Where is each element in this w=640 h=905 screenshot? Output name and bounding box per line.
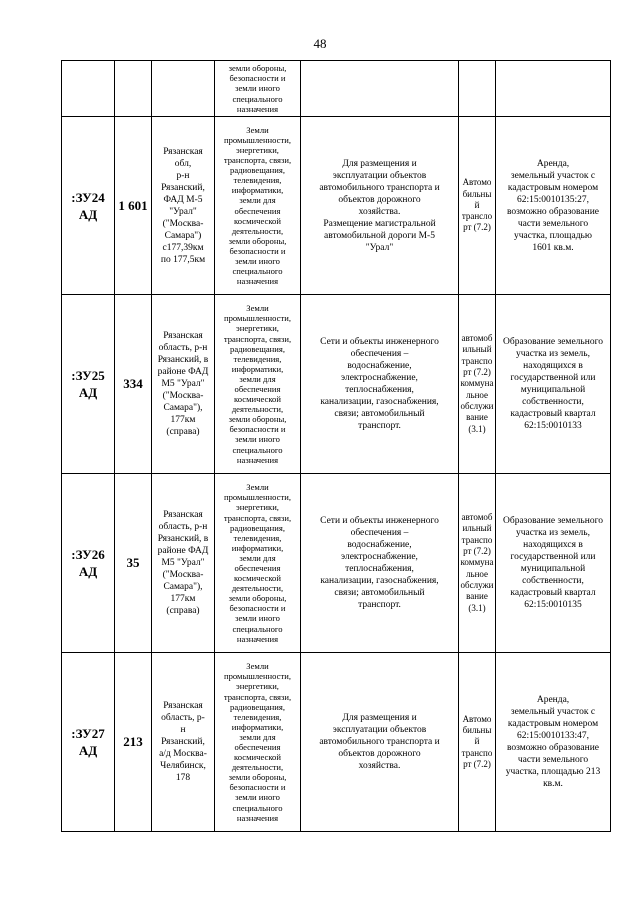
plot-id-cell — [62, 117, 115, 295]
plot-id: :ЗУ26 АД — [71, 547, 105, 579]
plot-area: 334 — [123, 376, 143, 391]
plot-use: Сети и объекты инженерного обеспечения – водоснабжение, электроснабжение, теплоснабжения, канализации, газоснабжения, связи; автомобильный транспорт. — [320, 337, 439, 431]
plot-id-cell — [62, 295, 115, 474]
note-cell — [496, 295, 611, 474]
area-cell — [115, 61, 152, 117]
plot-category: Земли промышленности, энергетики, транспорта, связи, радиовещания, телевидения, информатики, земли для обеспечения космической деятельности, земли обороны, безопасности и земли иного специального назначения — [223, 482, 292, 644]
plot-location: Рязанская область, р-н Рязанский, в районе ФАД М5 "Урал" ("Москва- Самара"), 177км (справа) — [157, 331, 209, 437]
plot-location: Рязанская область, р- н Рязанский, а/д Москва- Челябинск, 178 — [159, 701, 207, 783]
plot-vri: Автомо бильны й трансло рт (7.2) — [461, 177, 493, 233]
area-cell — [115, 474, 152, 653]
area-cell — [115, 653, 152, 832]
use-cell — [301, 117, 459, 295]
id-cell — [62, 61, 115, 117]
plot-use: Для размещения и эксплуатации объектов автомобильного транспорта и объектов дорожного хозяйства. — [319, 713, 440, 771]
use-cell — [301, 295, 459, 474]
location-cell — [152, 117, 215, 295]
category-cell — [215, 474, 301, 653]
table-row — [62, 295, 611, 474]
category-cell — [215, 653, 301, 832]
plot-category: Земли промышленности, энергетики, транспорта, связи, радиовещания, телевидения, информатики, земли для обеспечения космической деятельности, земли обороны, безопасности и земли иного специального назначения — [223, 661, 292, 823]
plot-location: Рязанская область, р-н Рязанский, в районе ФАД М5 "Урал" ("Москва- Самара"), 177км (справа) — [157, 510, 209, 616]
plot-note: Образование земельного участка из земель, находящихся в государственной или муниципальной собственности, кадастровый квартал 62:15:0010133 — [503, 337, 603, 431]
plot-use: Для размещения и эксплуатации объектов автомобильного транспорта и объектов дорожного хозяйства. Размещение магистральной автомобильной дороги М-5 "Урал" — [319, 158, 440, 253]
area-cell — [115, 117, 152, 295]
use-cell — [301, 474, 459, 653]
plot-category: Земли промышленности, энергетики, транспорта, связи, радиовещания, телевидения, информатики, земли для обеспечения космической деятельности, земли обороны, безопасности и земли иного специального назначения — [223, 303, 292, 465]
category-text: земли обороны, безопасности и земли иного специального назначения — [228, 63, 287, 114]
location-cell — [152, 295, 215, 474]
category-cell — [215, 117, 301, 295]
plot-area: 213 — [123, 734, 143, 749]
plot-note: Аренда, земельный участок с кадастровым номером 62:15:0010135:27, возможно образование части земельного участка, площадью 1601 кв.м. — [506, 158, 600, 253]
vri-cell — [459, 295, 496, 474]
plot-vri: Автомо бильны й транспо рт (7.2) — [461, 713, 493, 769]
note-cell — [496, 474, 611, 653]
plot-id: :ЗУ24 АД — [71, 189, 105, 222]
plot-vri: автомоб ильный транспо рт (7.2) коммуна льное обслужи вание (3.1) — [460, 512, 494, 613]
plot-use: Сети и объекты инженерного обеспечения – водоснабжение, электроснабжение, теплоснабжения, канализации, газоснабжения, связи; автомобильный транспорт. — [320, 516, 439, 610]
location-cell — [152, 653, 215, 832]
table-row-continuation — [62, 61, 611, 117]
plot-note: Образование земельного участка из земель, находящихся в государственной или муниципальной собственности, кадастровый квартал 62:15:0010135 — [503, 516, 603, 610]
vri-cell — [459, 474, 496, 653]
category-cell — [215, 295, 301, 474]
vri-cell — [459, 61, 496, 117]
plot-area: 1 601 — [118, 197, 148, 213]
location-cell — [152, 474, 215, 653]
area-cell — [115, 295, 152, 474]
use-cell — [301, 653, 459, 832]
location-cell — [152, 61, 215, 117]
plot-note: Аренда, земельный участок с кадастровым номером 62:15:0010133:47, возможно образование части земельного участка, площадью 213 кв.м. — [505, 695, 601, 789]
note-cell — [496, 653, 611, 832]
plot-area: 35 — [126, 555, 140, 570]
note-cell — [496, 117, 611, 295]
vri-cell — [459, 117, 496, 295]
table-row — [62, 117, 611, 295]
plot-id-cell — [62, 474, 115, 653]
plot-category: Земли промышленности, энергетики, транспорта, связи, радиовещания, телевидения, информатики, земли для обеспечения космической деятельности, земли обороны, безопасности и земли иного специального назначения — [223, 124, 292, 287]
use-cell — [301, 61, 459, 117]
table-row — [62, 653, 611, 832]
plot-id: :ЗУ27 АД — [71, 726, 105, 758]
plot-vri: автомоб ильный транспо рт (7.2) коммуна льное обслужи вание (3.1) — [460, 333, 494, 434]
vri-cell — [459, 653, 496, 832]
plot-id-cell — [62, 653, 115, 832]
land-plots-table — [61, 60, 611, 832]
page-number: 48 — [313, 36, 327, 51]
plot-id: :ЗУ25 АД — [71, 368, 105, 400]
category-cell — [215, 61, 301, 117]
plot-location: Рязанская обл, р-н Рязанский, ФАД М-5 "Урал" ("Москва- Самара") с177,39км по 177,5км — [160, 146, 206, 265]
table-row — [62, 474, 611, 653]
note-cell — [496, 61, 611, 117]
